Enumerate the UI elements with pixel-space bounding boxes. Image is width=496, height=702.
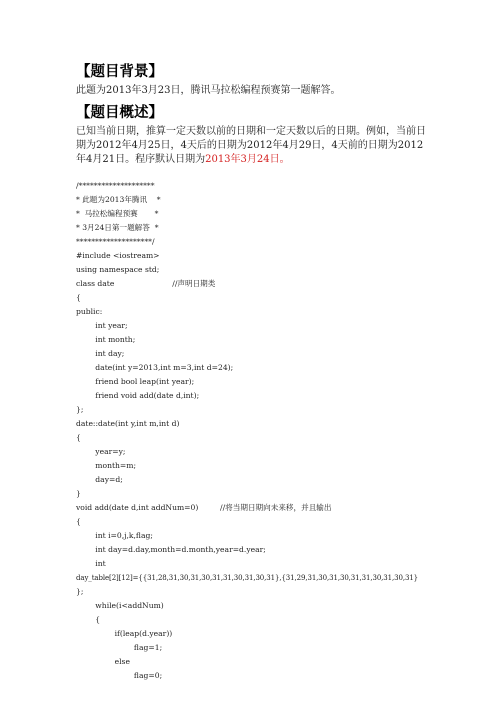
code-line: friend void add(date d,int); — [76, 391, 200, 400]
code-line: /******************** — [76, 181, 155, 190]
heading-background: 【题目背景】 — [76, 63, 163, 80]
overview-line-1: 已知当前日期，推算一定天数以前的日期和一定天数以后的日期。例如，当前日 — [76, 126, 426, 137]
code-line: flag=1; — [76, 643, 163, 652]
overview-line-3 — [76, 153, 290, 167]
code-line: void add(date d,int addNum=0) //将当期日期向未来移，并且输出 — [76, 503, 332, 512]
code-line: date(int y=2013,int m=3,int d=24); — [76, 363, 234, 372]
heading-overview: 【题目概述】 — [76, 104, 163, 121]
code-line: int day; — [76, 349, 125, 358]
code-line: while(i<addNum) — [76, 601, 164, 610]
code-line: * 此题为2013年腾讯 * — [76, 195, 161, 204]
code-line: if(leap(d.year)) — [76, 629, 173, 638]
overview-line-3-text: 年4月21日。程序默认日期为 — [76, 154, 206, 165]
code-line: public: — [76, 307, 103, 316]
default-date: 2013年3月24日。 — [205, 154, 290, 165]
code-line: friend bool leap(int year); — [76, 377, 195, 386]
code-line: int year; — [76, 321, 128, 330]
code-line: { — [76, 433, 81, 442]
code-line: day=d; — [76, 475, 123, 484]
code-line: * 马拉松编程预赛 * — [76, 209, 159, 218]
code-line: flag=0; — [76, 671, 163, 680]
code-line: { — [76, 615, 101, 624]
code-line: #include <iostream> — [76, 251, 160, 260]
code-line: { — [76, 517, 81, 526]
code-line: int i=0,j,k,flag; — [76, 531, 153, 540]
code-line: } — [76, 489, 81, 498]
background-text: 此题为2013年3月23日，腾讯马拉松编程预赛第一题解答。 — [76, 85, 341, 96]
code-line: day_table[2][12]={{31,28,31,30,31,30,31,31,30,31,30,31},{31,29,31,30,31,30,31,31,30,31,30,31} — [76, 574, 419, 582]
code-line: month=m; — [76, 461, 137, 470]
code-line: date::date(int y,int m,int d) — [76, 419, 180, 428]
code-line: int — [76, 559, 106, 568]
code-line: year=y; — [76, 447, 126, 456]
code-line: else — [76, 657, 130, 666]
overview-line-2: 期为2012年4月25日，4天后的日期为2012年4月29日，4天前的日期为2012 — [76, 140, 424, 151]
code-line: { — [76, 293, 81, 302]
code-line: int day=d.day,month=d.month,year=d.year; — [76, 545, 266, 554]
code-line: class date //声明日期类 — [76, 279, 216, 288]
code-line: * 3月24日第一题解答 * — [76, 223, 159, 232]
code-line: }; — [76, 405, 84, 414]
code-line: int month; — [76, 335, 136, 344]
code-line: ********************/ — [76, 237, 155, 246]
code-line: }; — [76, 587, 84, 596]
code-line: using namespace std; — [76, 265, 160, 274]
